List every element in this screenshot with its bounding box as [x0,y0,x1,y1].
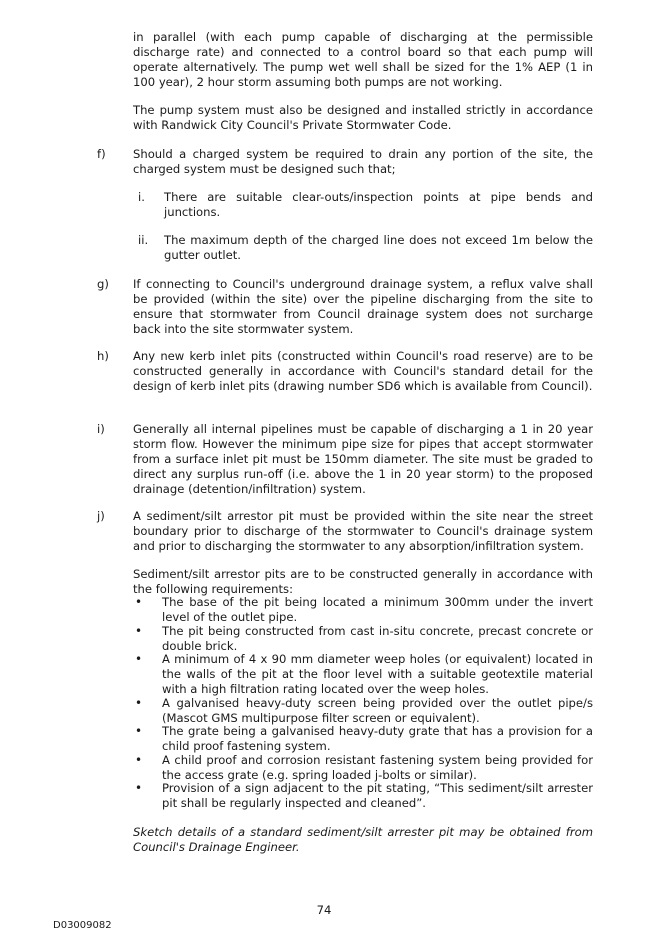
clause-f-label: f) [97,147,106,161]
page-number: 74 [316,903,332,917]
bullet-marker: • [135,595,143,609]
requirements-intro: Sediment/silt arrestor pits are to be constructed generally in accordance with the following requirements: [133,567,593,596]
clause-f-ii-label: ii. [138,233,149,247]
list-item: A child proof and corrosion resistant fastening system being provided for the access grate (e.g. spring loaded j-bolts or similar). [162,753,593,782]
clause-g-text: If connecting to Council's underground drainage system, a reflux valve shall be provided (within the site) over the pipeline discharging from the site to ensure that stormwater from Council drainage system does not surcharge back into the site stormwater system. [133,277,593,336]
clause-f-text: Should a charged system be required to drain any portion of the site, the charged system must be designed such that; [133,147,593,176]
clause-i-text: Generally all internal pipelines must be capable of discharging a 1 in 20 year storm flow. However the minimum pipe size for pipes that accept stormwater from a surface inlet pit must be 150mm diameter. The site must be graded to direct any surplus run-off (i.e. above the 1 in 20 year storm) to the proposed drainage (detention/infiltration) system. [133,422,593,496]
paragraph-pump-code: The pump system must also be designed and installed strictly in accordance with Randwick City Council's Private Stormwater Code. [133,103,593,132]
bullet-marker: • [135,753,143,767]
clause-j-text: A sediment/silt arrestor pit must be provided within the site near the street boundary prior to discharge of the stormwater to Council's drainage system and prior to discharging the stormwater to any absorption/infiltration system. [133,509,593,553]
list-item: A minimum of 4 x 90 mm diameter weep holes (or equivalent) located in the walls of the pit at the floor level with a suitable geotextile material with a high filtration rating located over the weep holes. [162,652,593,696]
bullet-marker: • [135,781,143,795]
list-item: The grate being a galvanised heavy-duty grate that has a provision for a child proof fastening system. [162,724,593,753]
clause-g-label: g) [97,277,109,291]
list-item: Provision of a sign adjacent to the pit stating, “This sediment/silt arrester pit shall be regularly inspected and cleaned”. [162,781,593,810]
clause-h-text: Any new kerb inlet pits (constructed within Council's road reserve) are to be constructed generally in accordance with Council's standard detail for the design of kerb inlet pits (drawing number SD6 which is available from Council). [133,349,593,393]
clause-i-label: i) [97,422,105,436]
sketch-details-note: Sketch details of a standard sediment/silt arrester pit may be obtained from Council's Drainage Engineer. [133,825,593,854]
list-item: A galvanised heavy-duty screen being provided over the outlet pipe/s (Mascot GMS multipurpose filter screen or equivalent). [162,696,593,725]
list-item: The pit being constructed from cast in-situ concrete, precast concrete or double brick. [162,624,593,653]
bullet-marker: • [135,724,143,738]
clause-f-ii-text: The maximum depth of the charged line does not exceed 1m below the gutter outlet. [164,233,593,262]
clause-f-i-label: i. [138,190,145,204]
paragraph-pump-parallel: in parallel (with each pump capable of discharging at the permissible discharge rate) and connected to a control board so that each pump will operate alternatively. The pump wet well shall be sized for the 1% AEP (1 in 100 year), 2 hour storm assuming both pumps are not working. [133,30,593,89]
clause-j-label: j) [97,509,105,523]
bullet-marker: • [135,652,143,666]
list-item: The base of the pit being located a minimum 300mm under the invert level of the outlet pipe. [162,595,593,624]
clause-h-label: h) [97,349,109,363]
document-id: D03009082 [53,920,112,931]
clause-f-i-text: There are suitable clear-outs/inspection points at pipe bends and junctions. [164,190,593,219]
bullet-marker: • [135,696,143,710]
bullet-marker: • [135,624,143,638]
